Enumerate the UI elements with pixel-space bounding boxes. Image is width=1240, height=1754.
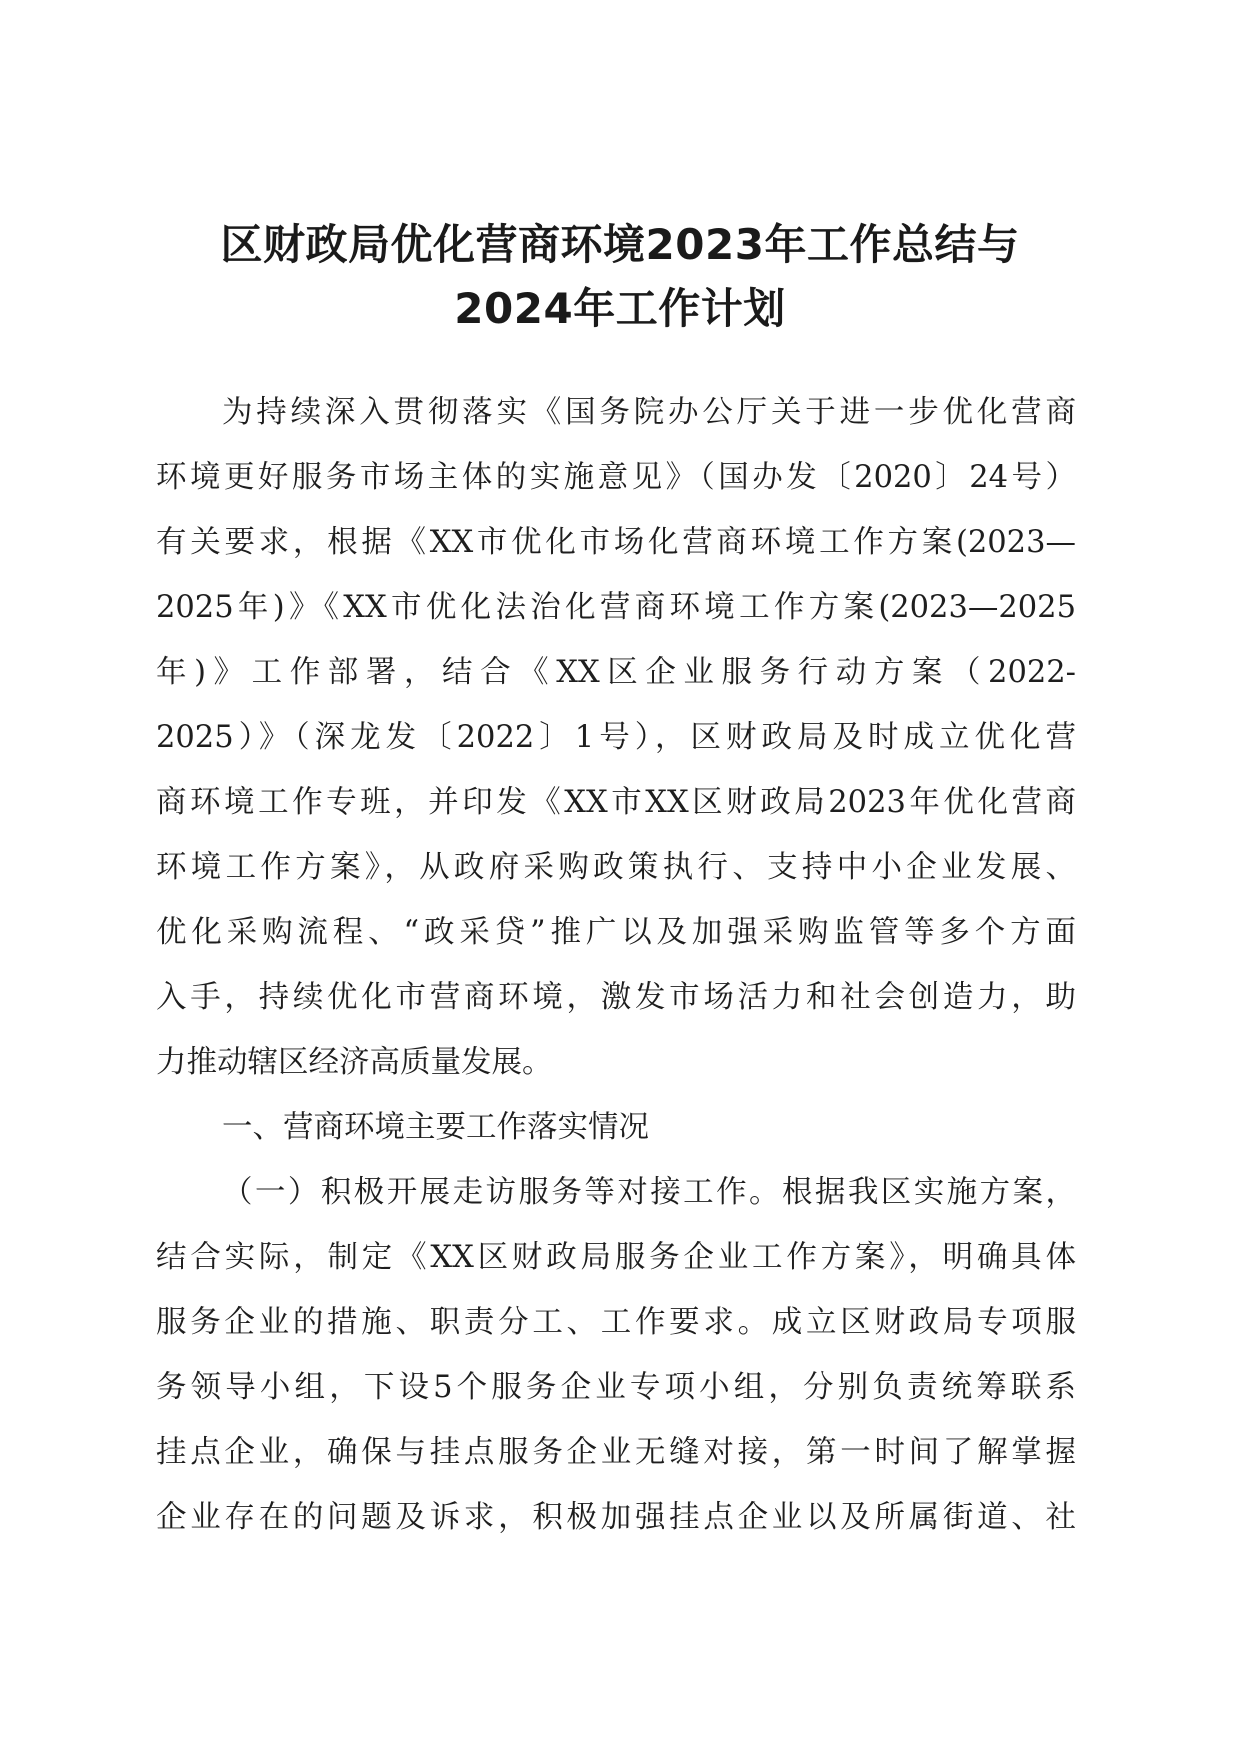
- paragraph-1-line: 为持续深入贯彻落实《国务院办公厅关于进一步优化营商: [222, 395, 1076, 430]
- paragraph-1-line: 力推动辖区经济高质量发展。: [156, 1045, 553, 1080]
- paragraph-1-line: 商环境工作专班，并印发《XX市XX区财政局2023年优化营商: [156, 785, 1076, 820]
- paragraph-2-line: （一）积极开展走访服务等对接工作。根据我区实施方案，: [222, 1175, 1076, 1210]
- section-heading: 一、营商环境主要工作落实情况: [222, 1110, 649, 1145]
- paragraph-2-line: 企业存在的问题及诉求，积极加强挂点企业以及所属街道、社: [156, 1500, 1076, 1535]
- document-title-line-2: 2024年工作计划: [454, 284, 786, 333]
- paragraph-1-line: 年)》工作部署，结合《XX区企业服务行动方案（2022-: [156, 655, 1076, 690]
- paragraph-2-line: 服务企业的措施、职责分工、工作要求。成立区财政局专项服: [156, 1305, 1076, 1340]
- paragraph-1-line: 有关要求，根据《XX市优化市场化营商环境工作方案(2023—: [156, 525, 1076, 560]
- paragraph-1-line: 2025）》（深龙发〔2022〕1号），区财政局及时成立优化营: [156, 720, 1076, 755]
- paragraph-1-line: 环境更好服务市场主体的实施意见》（国办发〔2020〕24号）: [156, 460, 1076, 495]
- paragraph-1-line: 入手，持续优化市营商环境，激发市场活力和社会创造力，助: [156, 980, 1076, 1015]
- paragraph-1-line: 优化采购流程、“政采贷”推广以及加强采购监管等多个方面: [156, 915, 1076, 950]
- paragraph-2-line: 务领导小组，下设5个服务企业专项小组，分别负责统筹联系: [156, 1370, 1076, 1405]
- paragraph-1-line: 环境工作方案》，从政府采购政策执行、支持中小企业发展、: [156, 850, 1076, 885]
- paragraph-2-line: 结合实际，制定《XX区财政局服务企业工作方案》，明确具体: [156, 1240, 1076, 1275]
- paragraph-1-line: 2025年)》《XX市优化法治化营商环境工作方案(2023—2025: [156, 590, 1076, 625]
- paragraph-2-line: 挂点企业，确保与挂点服务企业无缝对接，第一时间了解掌握: [156, 1435, 1076, 1470]
- document-title-line-1: 区财政局优化营商环境2023年工作总结与: [220, 220, 1020, 269]
